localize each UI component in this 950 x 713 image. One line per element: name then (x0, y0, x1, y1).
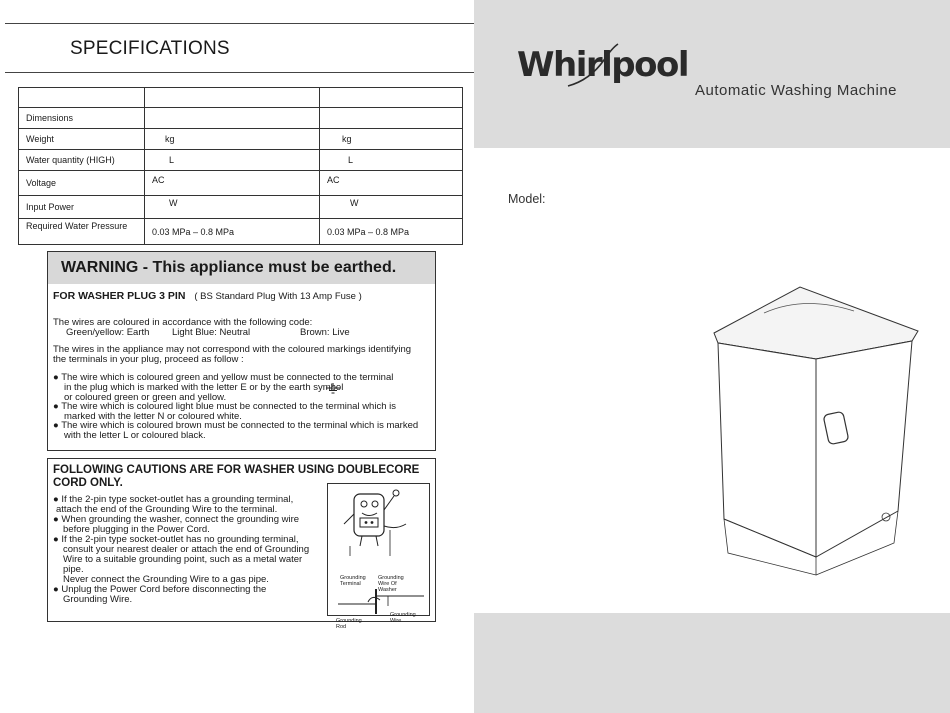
title-rule (5, 72, 478, 73)
washing-machine-illustration (704, 285, 926, 577)
table-row (19, 108, 463, 129)
cover-footer-band (474, 613, 950, 713)
logo-swirl-icon (560, 40, 630, 90)
row-label: Dimensions (19, 108, 145, 129)
earth-symbol-icon (324, 383, 342, 394)
cautions-box (47, 458, 436, 630)
cautions-title: FOLLOWING CAUTIONS ARE FOR WASHER USING DOUBLECORE CORD ONLY. (53, 464, 420, 489)
table-row: Voltage AC AC (19, 171, 463, 196)
code-intro: The wires are coloured in accordance with the following code: (53, 317, 313, 328)
table-row: Weight kg kg (19, 129, 463, 150)
warning-box: WARNING - This appliance must be earthed. FOR WASHER PLUG 3 PIN ( BS Standard Plug With 13 Amp Fuse ) The wires are coloured in accordance with the following code: Green/yellow: Earth Light Blue: Neutral Brown: Live The wires in the appliance may not correspond with the coloured markings identifying the terminals in your plug, proceed as follow : ● The wire which is coloured green and yellow must be connected to the terminal in the plug which is marked with the letter E or by the earth symbol or coloured green or green and yellow. ● The wire which is coloured light blue must be connected to the terminal which is marked with the letter N or coloured white. ● The wire which is coloured brown must be connected to the terminal which is marked with the letter L or coloured black. (47, 251, 436, 451)
whirlpool-logo: Whirlpool (517, 45, 688, 85)
table-row (19, 88, 463, 108)
specifications-title: SPECIFICATIONS (70, 38, 230, 59)
plug-heading: FOR WASHER PLUG 3 PIN ( BS Standard Plug With 13 Amp Fuse ) (53, 290, 362, 302)
row-label: Voltage (19, 171, 145, 196)
grounding-illustration: Grounding Terminal Grounding Wire Of Washer Grounding Rod Grounding Wire (327, 483, 430, 616)
grounding-cartoon-icon (328, 484, 429, 615)
row-label: Weight (19, 129, 145, 150)
code-earth: Green/yellow: Earth (66, 327, 150, 338)
table-row: Water quantity (HIGH) L L (19, 150, 463, 171)
specifications-table (18, 87, 463, 245)
model-label: Model: (508, 192, 546, 206)
cautions-list: ● If the 2-pin type socket-outlet has a grounding terminal, attach the end of the Grounding Wire to the terminal. ● When grounding the washer, connect the grounding wire before plugging in the Power Cord. ● If the 2-pin type socket-outlet has no grounding terminal, consult your nearest dealer or attach the end of Grounding Wire to a suitable grounding point, such as a metal water pipe. Never connect the Grounding Wire to a gas pipe. ● Unplug the Power Cord before disconnecting the Grounding Wire. (53, 494, 310, 605)
warning-title: WARNING - This appliance must be earthed. (48, 252, 435, 284)
code-live: Brown: Live (300, 327, 350, 338)
table-row: Input Power W W (19, 196, 463, 219)
table-row: Required Water Pressure 0.03 MPa – 0.8 MPa 0.03 MPa – 0.8 MPa (19, 219, 463, 245)
row-label: Water quantity (HIGH) (19, 150, 145, 171)
row-label: Required Water Pressure (19, 219, 145, 245)
top-rule (5, 23, 478, 24)
cover-subtitle: Automatic Washing Machine (695, 82, 898, 99)
code-neutral: Light Blue: Neutral (172, 327, 251, 338)
row-label: Input Power (19, 196, 145, 219)
